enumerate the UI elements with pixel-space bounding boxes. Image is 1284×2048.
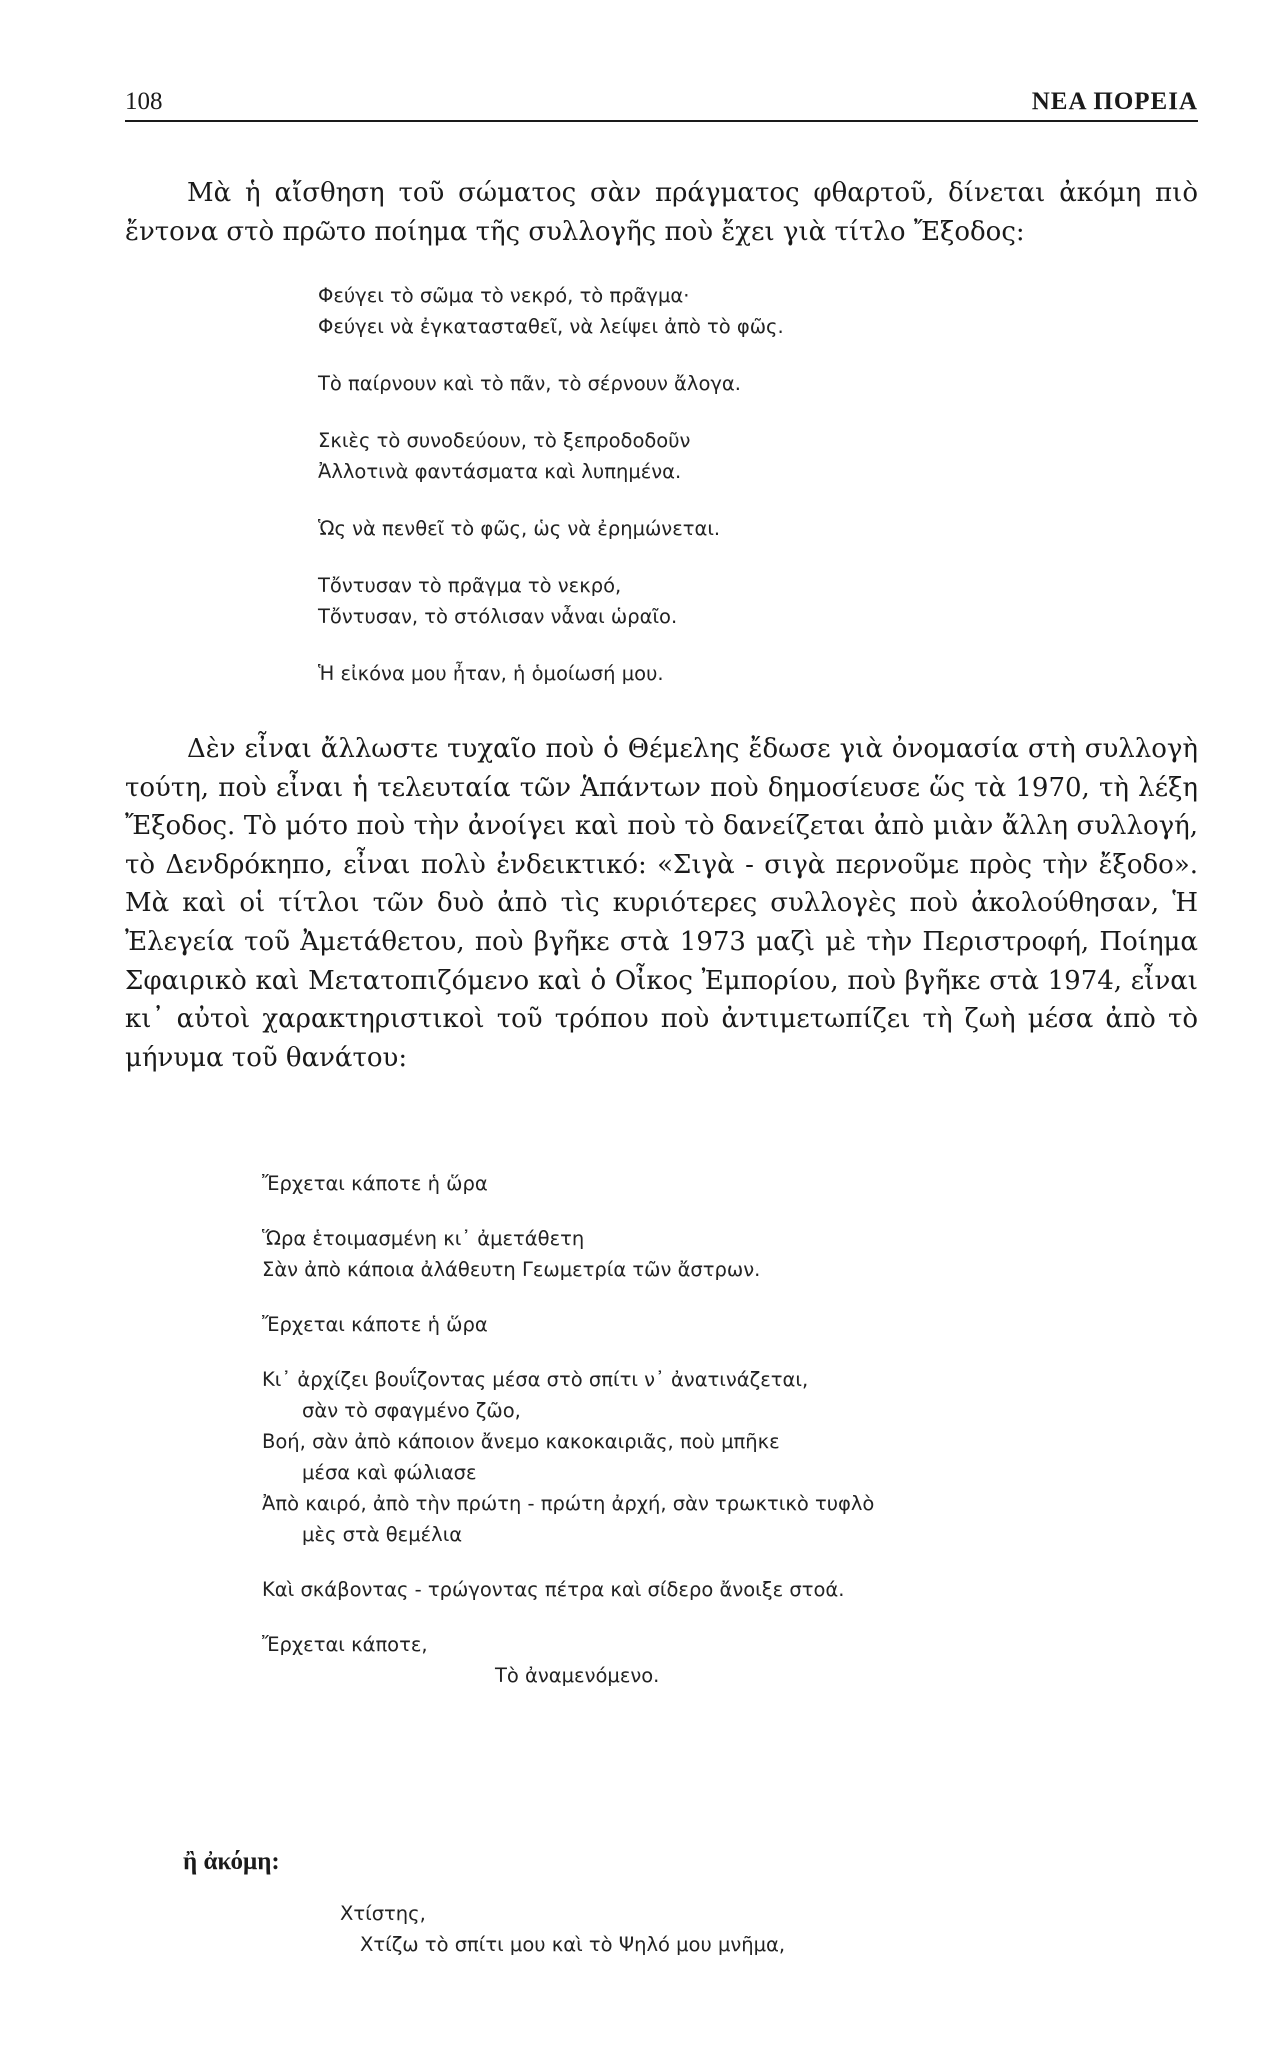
poem-line: Σκιὲς τὸ συνοδεύουν, τὸ ξεπροδοδοῦν	[318, 429, 691, 452]
poem-line: Ἀλλοτινὰ φαντάσματα καὶ λυπημένα.	[318, 460, 682, 483]
poem-line: Καὶ σκάβοντας - τρώγοντας πέτρα καὶ σίδερο ἄνοιξε στοά.	[262, 1578, 845, 1601]
poem-stanza	[318, 368, 784, 399]
poem-line: Βοή, σὰν ἀπὸ κάποιον ἄνεμο κακοκαιριᾶς, ποὺ μπῆκε	[262, 1430, 780, 1453]
poem-line: Ἔρχεται κάποτε,	[262, 1633, 428, 1656]
poem-amenomeno	[262, 1168, 874, 1715]
poem-line: Ὡς νὰ πενθεῖ τὸ φῶς, ὡς νὰ ἐρημώνεται.	[318, 517, 721, 540]
poem-stanza	[262, 1309, 874, 1340]
poem-stanza	[262, 1223, 874, 1285]
poem-line: Κι᾽ ἀρχίζει βουΐζοντας μέσα στὸ σπίτι ν᾽ ἀνατινάζεται,	[262, 1368, 809, 1391]
poem-line: Φεύγει τὸ σῶμα τὸ νεκρό, τὸ πρᾶγμα·	[318, 284, 690, 307]
poem-exodos	[318, 280, 784, 715]
poem-line: Ἀπὸ καιρό, ἀπὸ τὴν πρώτη - πρώτη ἀρχή, σὰν τρωκτικὸ τυφλὸ	[262, 1492, 875, 1515]
poem-stanza	[262, 1364, 874, 1550]
poem-stanza	[262, 1168, 874, 1199]
page-number: 108	[125, 88, 163, 115]
poem-stanza	[340, 1898, 785, 1960]
poem-line: Σὰν ἀπὸ κάποια ἀλάθευτη Γεωμετρία τῶν ἄστρων.	[262, 1258, 761, 1281]
poem-stanza	[262, 1629, 874, 1691]
poem-line: Τὸ παίρνουν καὶ τὸ πᾶν, τὸ σέρνουν ἄλογα.	[318, 372, 741, 395]
main-paragraph: Δὲν εἶναι ἄλλωστε τυχαῖο ποὺ ὁ Θέμελης ἔδωσε γιὰ ὀνομασία στὴ συλλογὴ τούτη, ποὺ εἶναι ἡ τελευταία τῶν Ἁπάντων ποὺ δημοσίευσε ὥς τὰ 1970, τὴ λέξη Ἔξοδος. Τὸ μότο ποὺ τὴν ἀνοίγει καὶ ποὺ τὸ δανείζεται ἀπὸ μιὰν ἄλλη συλλογή, τὸ Δενδρόκηπο, εἶναι πολὺ ἐνδεικτικό: «Σιγὰ - σιγὰ περνοῦμε πρὸς τὴν ἔξοδο». Μὰ καὶ οἱ τίτλοι τῶν δυὸ ἀπὸ τὶς κυριότερες συλλογὲς ποὺ ἀκολούθησαν, Ἡ Ἐλεγεία τοῦ Ἀμετάθετου, ποὺ βγῆκε στὰ 1973 μαζὶ μὲ τὴν Περιστροφή, Ποίημα Σφαιρικὸ καὶ Μετατοπιζόμενο καὶ ὁ Οἶκος Ἐμπορίου, ποὺ βγῆκε στὰ 1974, εἶναι κι᾽ αὐτοὶ χαρακτηριστικοὶ τοῦ τρόπου ποὺ ἀντιμετωπίζει τὴ ζωὴ μέσα ἀπὸ τὸ μήνυμα τοῦ θανάτου:	[125, 734, 1198, 1073]
poem-line: Ἔρχεται κάποτε ἡ ὥρα	[262, 1313, 488, 1336]
poem-stanza	[318, 513, 784, 544]
intro-paragraph: Μὰ ἡ αἴσθηση τοῦ σώματος σὰν πράγματος φθαρτοῦ, δίνεται ἀκόμη πιὸ ἔντονα στὸ πρῶτο ποίημα τῆς συλλογῆς ποὺ ἔχει γιὰ τίτλο Ἔξοδος:	[125, 178, 1198, 247]
poem-stanza	[318, 425, 784, 487]
poem-line: Χτίστης,	[340, 1902, 426, 1925]
poem-xtistis	[340, 1898, 785, 1986]
header-rule	[125, 120, 1198, 122]
poem-line: Ἔρχεται κάποτε ἡ ὥρα	[262, 1172, 488, 1195]
poem-line: Ὥρα ἑτοιμασμένη κι᾽ ἀμετάθετη	[262, 1227, 585, 1250]
poem-line: μὲς στὰ θεμέλια	[302, 1523, 463, 1546]
poem-stanza	[318, 570, 784, 632]
poem-stanza	[262, 1574, 874, 1605]
poem-stanza	[318, 658, 784, 689]
poem-line: Χτίζω τὸ σπίτι μου καὶ τὸ Ψηλό μου μνῆμα,	[360, 1933, 786, 1956]
poem-line: Τὄντυσαν, τὸ στόλισαν νἆναι ὡραῖο.	[318, 605, 678, 628]
poem-line: σὰν τὸ σφαγμένο ζῶο,	[302, 1399, 521, 1422]
poem-line: Φεύγει νὰ ἐγκατασταθεῖ, νὰ λείψει ἀπὸ τὸ φῶς.	[318, 315, 784, 338]
running-head	[125, 88, 1198, 128]
poem-line: Ἡ εἰκόνα μου ἦταν, ἡ ὁμοίωσή μου.	[318, 662, 664, 685]
poem-line: Τὸ ἀναμενόμενο.	[495, 1664, 660, 1687]
poem-line: μέσα καὶ φώλιασε	[302, 1461, 477, 1484]
journal-title: ΝΕΑ ΠΟΡΕΙΑ	[1031, 88, 1198, 115]
transition-phrase: ἢ ἀκόμη:	[183, 1848, 280, 1875]
poem-stanza	[318, 280, 784, 342]
poem-line: Τὄντυσαν τὸ πρᾶγμα τὸ νεκρό,	[318, 574, 622, 597]
